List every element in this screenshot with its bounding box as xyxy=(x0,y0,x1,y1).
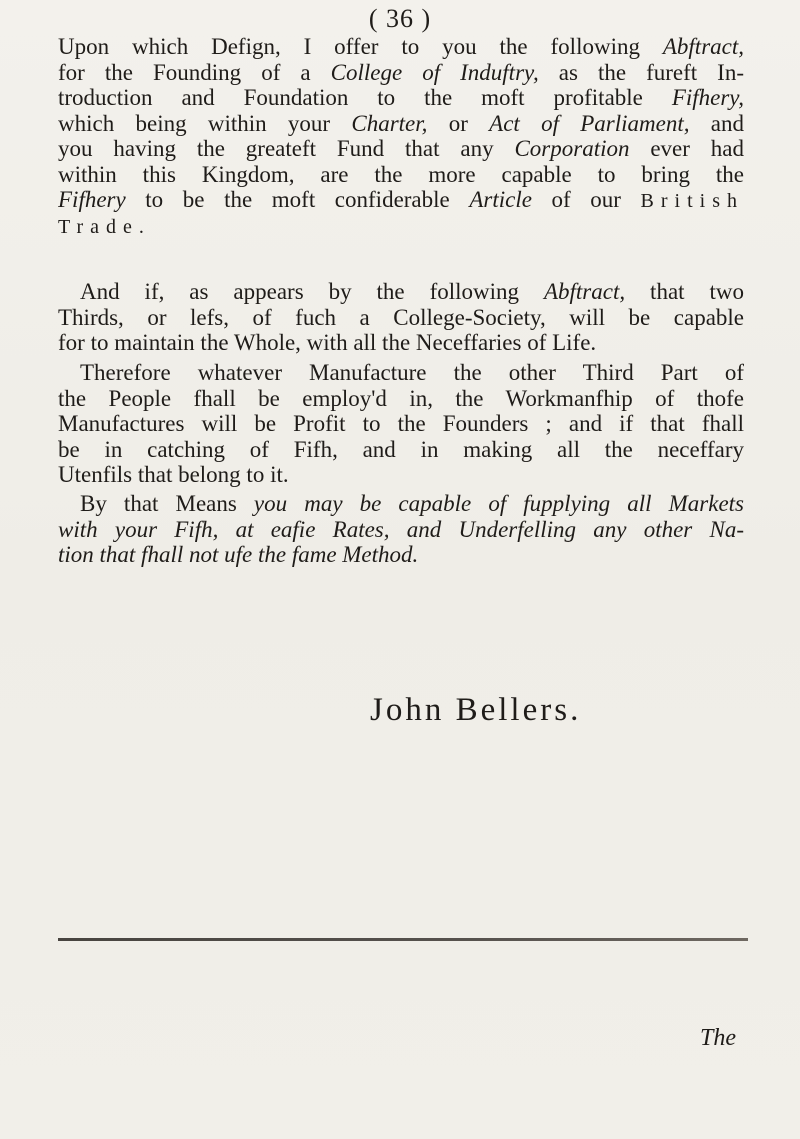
paragraph-1 xyxy=(58,34,744,238)
text-line: Upon which Defign, I offer to you the following Abftract, xyxy=(58,34,744,59)
text-line: tion that fhall not ufe the fame Method. xyxy=(58,542,419,567)
catchword: The xyxy=(700,1025,736,1051)
text-line: which being within your Charter, or Act of Parliament, and xyxy=(58,110,744,136)
horizontal-rule xyxy=(58,938,748,941)
text-line: Trade. xyxy=(58,215,151,238)
text-line: By that Means you may be capable of fupplying all Markets xyxy=(80,491,744,516)
paragraph-4 xyxy=(58,491,744,568)
text-line: with your Fifh, at eafie Rates, and Underfelling any other Na- xyxy=(58,516,744,542)
author-signature xyxy=(370,692,581,729)
text-line: Thirds, or lefs, of fuch a College-Society, will be capable xyxy=(58,304,744,330)
paragraph-3 xyxy=(58,360,744,488)
paragraph-2 xyxy=(58,279,744,356)
text-line: Manufactures will be Profit to the Founders ; and if that fhall xyxy=(58,411,744,436)
text-line: And if, as appears by the following Abftract, that two xyxy=(80,279,744,304)
text-line: within this Kingdom, are the more capable to bring the xyxy=(58,161,744,187)
author-last-name: Bellers. xyxy=(455,692,582,728)
text-line: Utenfils that belong to it. xyxy=(58,462,289,487)
text-line: the People fhall be employ'd in, the Workmanfhip of thofe xyxy=(58,385,744,411)
text-line: be in catching of Fifh, and in making all the neceffary xyxy=(58,436,744,462)
text-line: troduction and Foundation to the moft profitable Fifhery, xyxy=(58,85,744,110)
author-first-name: John xyxy=(370,692,445,728)
text-line: Therefore whatever Manufacture the other Third Part of xyxy=(80,360,744,385)
page-number: ( 36 ) xyxy=(368,4,432,33)
text-line: Fifhery to be the moft confiderable Article of our British xyxy=(58,187,744,212)
text-line: you having the greateft Fund that any Corporation ever had xyxy=(58,136,744,161)
text-line: for to maintain the Whole, with all the Neceffaries of Life. xyxy=(58,330,597,355)
text-line: for the Founding of a College of Induftry, as the fureft In- xyxy=(58,59,744,85)
